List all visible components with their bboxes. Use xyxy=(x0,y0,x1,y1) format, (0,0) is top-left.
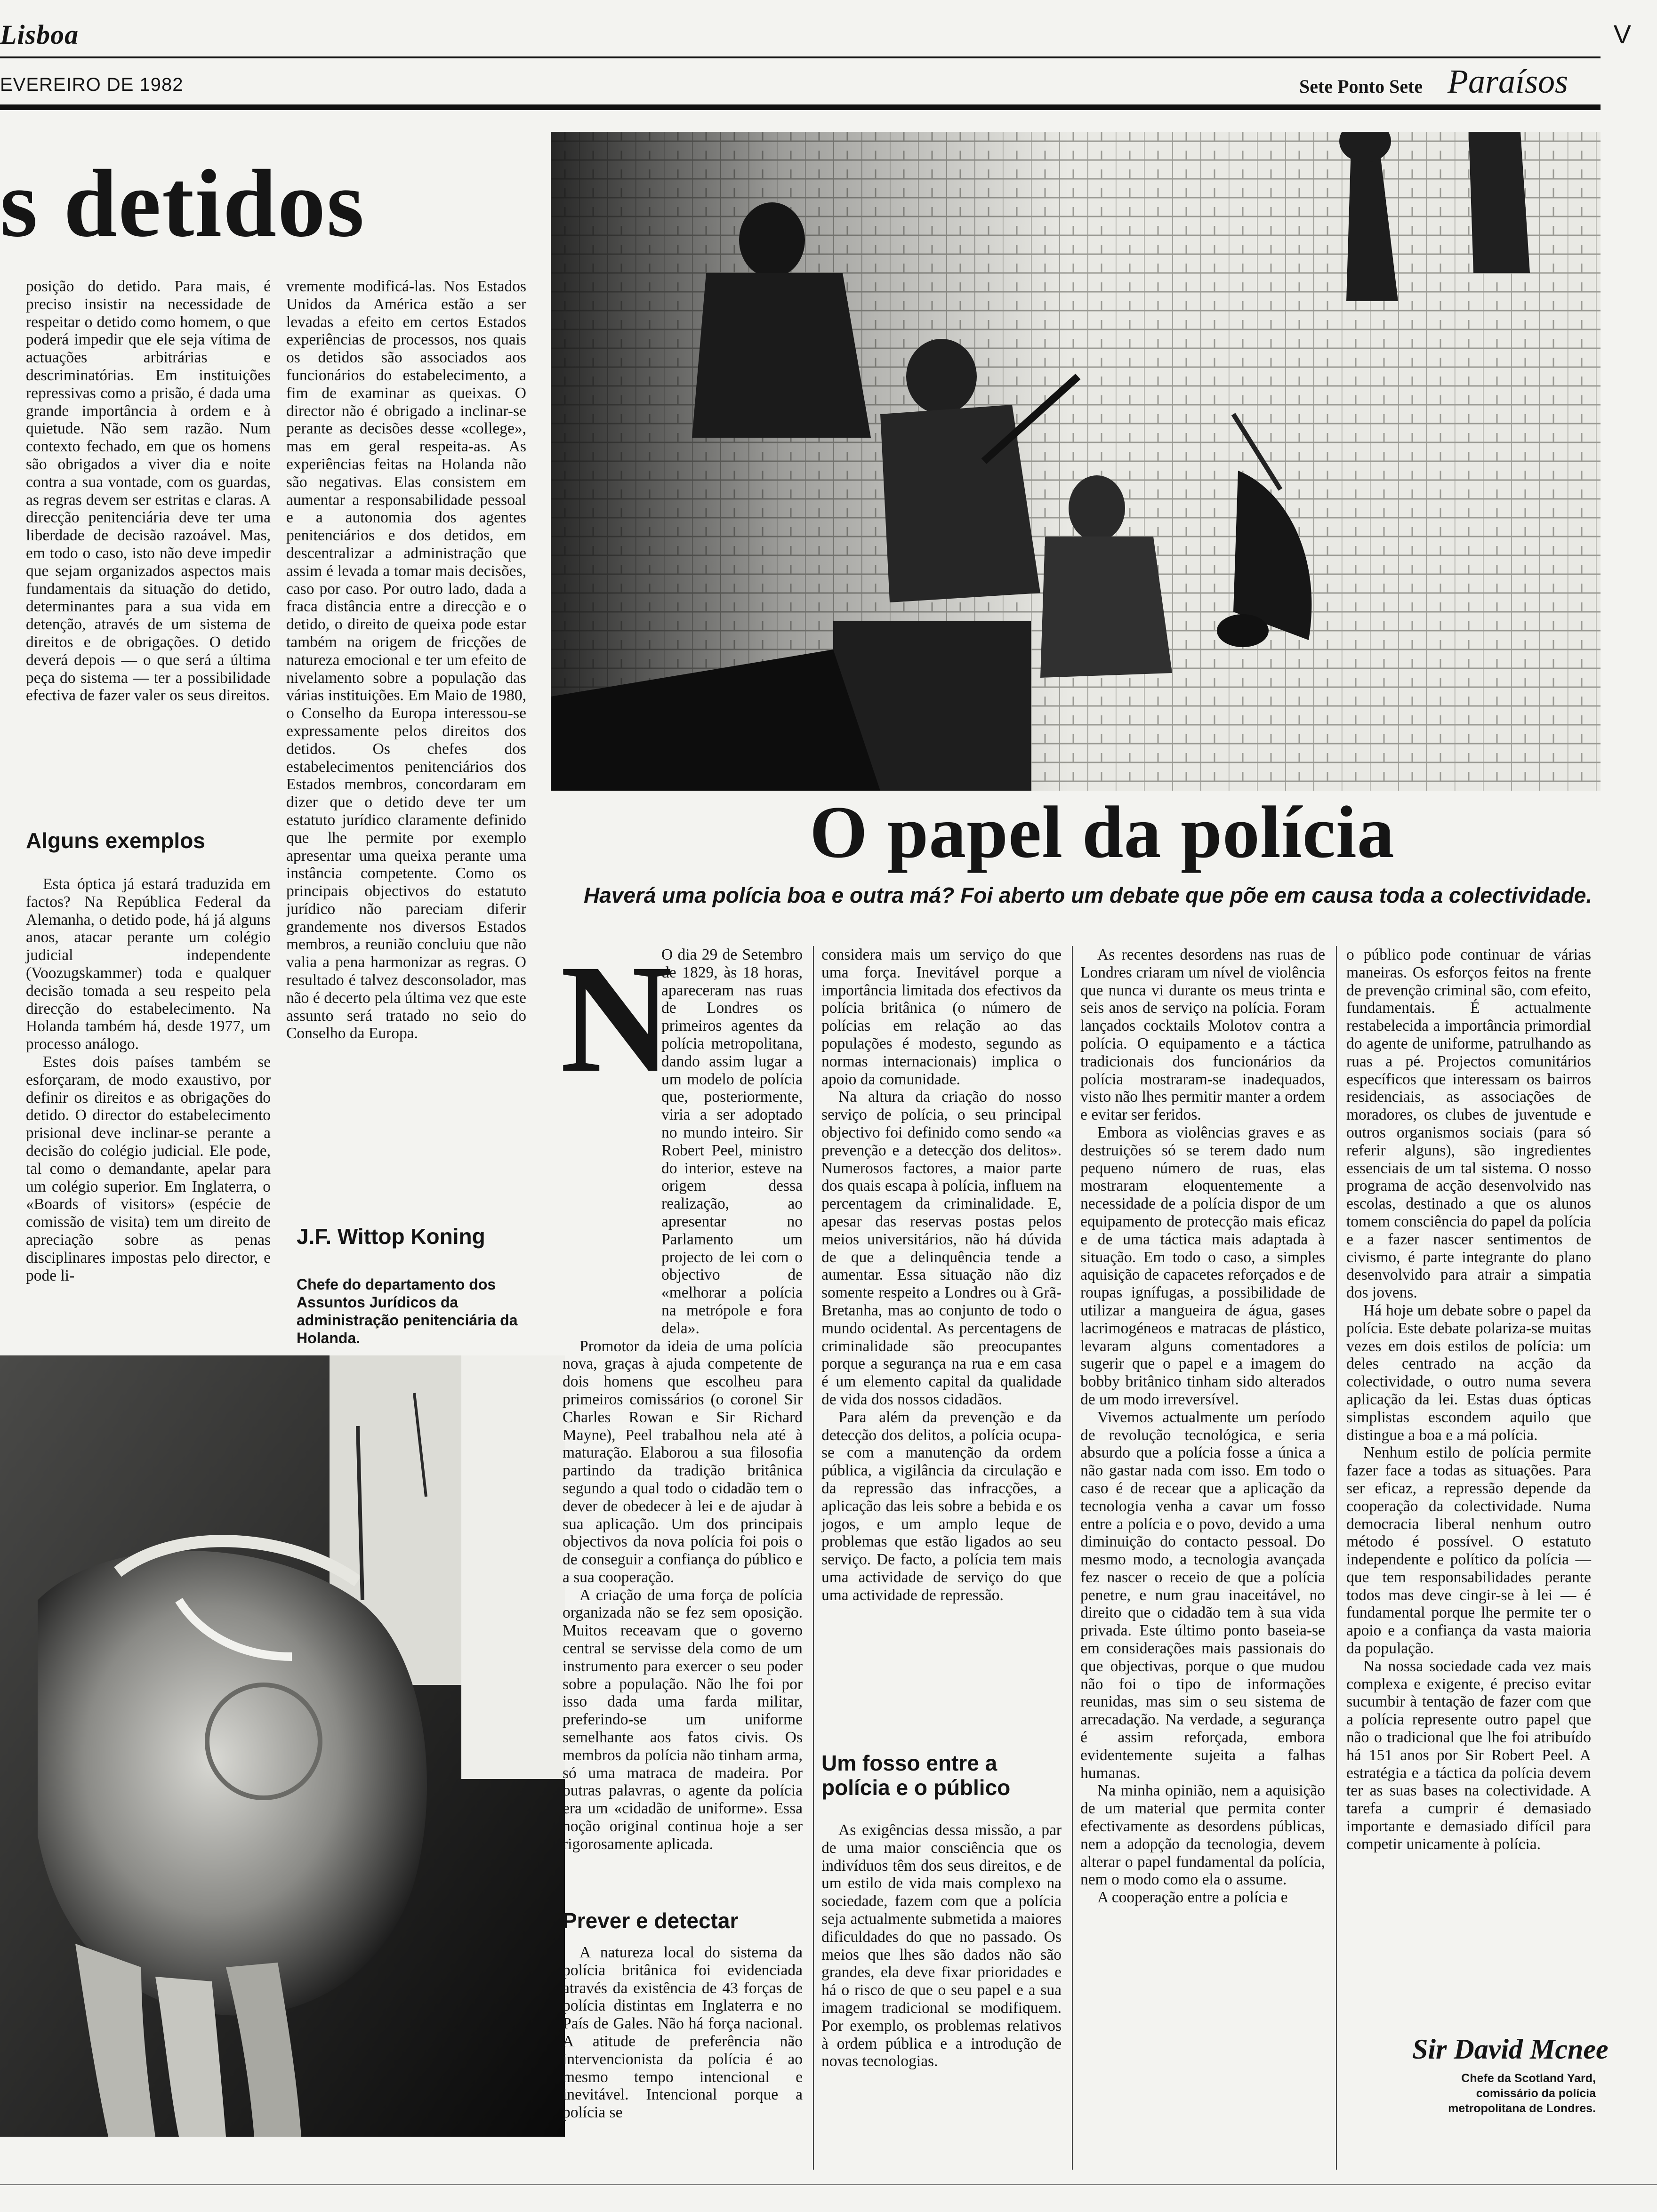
left-article-column-1 xyxy=(26,278,271,705)
photo-police-riot xyxy=(551,132,1601,791)
paragraph: Promotor da ideia de uma polícia nova, graças à ajuda competente de dois homens que escolheu para primeiros comissários (o coronel Sir Charles Rowan e Sir Richard Mayne), Peel trabalhou nela até à maturação. Elaborou a sua filosofia partindo da tradição britânica segundo a qual todo o cidadão tem o dever de obedecer à lei e de ajudar à sua aplicação. Um dos principais objectivos da nova polícia foi pois o de conseguir a confiança do público e a sua cooperação. xyxy=(563,1337,803,1586)
paragraph: Para além da prevenção e da detecção dos delitos, a polícia ocupa-se com a manutenção da ordem pública, a vigilância da circulação e da repressão das infracções, a aplicação das leis sobre a bebida e os jogos, e um amplo leque de problemas que estão ligados ao seu serviço. De facto, a polícia tem mais uma actividade de serviço do que uma actividade de repressão. xyxy=(821,1408,1062,1604)
paragraph: posição do detido. Para mais, é preciso insistir na necessidade de respeitar o detido como homem, o que poderá impedir que ele seja vítima de actuações arbitrárias e descriminatórias. Em instituições repressivas como a prisão, é dada uma grande importância à ordem e à quietude. Não sem razão. Num contexto fechado, em que os homens são obrigados a viver dia e noite contra a sua vontade, com os guardas, as regras devem ser estritas e claras. A direcção penitenciária deve ter uma liberdade de decisão razoável. Mas, em todo o caso, isto não deve impedir que sejam organizados aspectos mais fundamentais da situação do detido, determinantes para a sua vida em detenção, através de um sistema de direitos e de obrigações. O detido deverá depois — o que será a última peça do sistema — ter a possibilidade efectiva de fazer valer os seus direitos. xyxy=(26,278,271,705)
main-article-subhead-1: Prever e detectar xyxy=(563,1908,739,1933)
left-article-column-2 xyxy=(286,278,526,1042)
left-article-column-1b xyxy=(26,875,271,1284)
drop-cap: N xyxy=(560,933,673,1105)
paragraph: Há hoje um debate sobre o papel da polícia. Este debate polariza-se muitas vezes em dois estilos de polícia: um deles centrado na acção da colectividade, o outro numa severa aplicação da lei. Estas duas ópticas simplistas escondem aquilo que distingue a boa e a má polícia. xyxy=(1346,1301,1591,1444)
photo-handcuffed-hand xyxy=(0,1355,565,2137)
paragraph: As recentes desordens nas ruas de Londres criaram um nível de violência que nunca vi durante os meus trinta e seis anos de serviço na polícia. Foram lançados cocktails Molotov contra a polícia. O equipamento e a táctica tradicionais dos funcionários da polícia mostraram-se inadequados, visto não lhes permitir manter a ordem e evitar ser feridos. xyxy=(1080,946,1325,1124)
left-article-headline: s detidos xyxy=(0,150,365,257)
section-tag: Paraísos xyxy=(1448,63,1569,100)
paragraph: Na altura da criação do nosso serviço de polícia, o seu principal objectivo foi definido como sendo «a prevenção e a detecção dos delitos». Numerosos factores, a maior parte dos quais escapa à polícia, influem na percentagem da criminalidade. E, apesar das reservas postas pelos meios universitários, não há dúvida de que a delinquência tende a aumentar. Essa situação não diz somente respeito a Londres ou à Grã-Bretanha, mas ao conjunto de todo o mundo ocidental. As percentagens de criminalidade são preocupantes porque a segurança na rua e em casa é um elemento capital da qualidade de vida dos nossos cidadãos. xyxy=(821,1088,1062,1408)
paragraph: A cooperação entre a polícia e xyxy=(1097,1889,1288,1907)
main-article-column-4 xyxy=(1346,946,1591,1853)
dateline: EVEREIRO DE 1982 xyxy=(0,74,184,95)
page-number: V xyxy=(1613,19,1631,49)
paragraph: Nenhum estilo de polícia permite fazer face a todas as situações. Para ser eficaz, a repressão depende da cooperação da colectividade. Numa democracia liberal nenhum outro método é possível. O estatuto independente e político da polícia — que tem responsabilidades perante todos mas deve cingir-se à lei — é fundamental porque lhe permite ter o apoio e a confiança da vasta maioria da população. xyxy=(1346,1444,1591,1658)
paragraph: Vivemos actualmente um período de revolução tecnológica, e seria absurdo que a polícia fosse a única a não gastar nada com isso. Em todo o caso é de recear que a aplicação da tecnologia venha a cavar um fosso entre a polícia e o povo, devido a uma diminuição do contacto pessoal. Do mesmo modo, a tecnologia avançada fez nascer o receio de que a polícia penetre, e num grau inaceitável, no direito que o cidadão tem à sua vida privada. Este último ponto baseia-se em considerações mais passionais do que objectivas, porque o que mudou não foi o tipo de informações reunidas, mas sim o seu sistema de arrecadação. Na verdade, a segurança é assim reforçada, embora evidentemente sujeita a falhas humanas. xyxy=(1080,1408,1325,1782)
paragraph: Esta óptica já estará traduzida em factos? Na República Federal da Alemanha, o detido pode, há já alguns anos, atacar perante um colégio judicial independente (Voozugskammer) toda e qualquer decisão tomada a seu respeito pela direcção do estabelecimento. Na Holanda também há, desde 1977, um processo análogo. xyxy=(26,875,271,1053)
column-rule xyxy=(813,946,814,2170)
left-article-subhead: Alguns exemplos xyxy=(26,828,205,853)
header-thick-rule xyxy=(0,104,1601,110)
photo-handcuffed-hand-graphic xyxy=(0,1355,565,2137)
paragraph: As exigências dessa missão, a par de uma maior consciência que os indivíduos têm dos seus direitos, e de um estilo de vida mais complexo na sociedade, fazem com que a polícia seja actualmente submetida a maiores dificuldades do que no passado. Os meios que lhes são dados não são grandes, ela deve fixar prioridades e há o risco de que o seu papel e a sua imagem tradicional se modifiquem. Por exemplo, os problemas relativos à ordem pública e a introdução de novas tecnologias. xyxy=(821,1821,1062,2070)
paragraph: Estes dois países também se esforçaram, de modo exaustivo, por definir os direitos e as obrigações do detido. O director do estabelecimento prisional deve inclinar-se perante a decisão do colégio judicial. Ele pode, tal como o demandante, apelar para um colégio superior. Em Inglaterra, o «Boards of visitors» (espécie de comissão de visita) tem um direito de apreciação sobre as penas disciplinares impostas pelo director, e pode li- xyxy=(26,1053,271,1284)
main-article-subhead-2: Um fosso entre a polícia e o público xyxy=(821,1751,1011,1800)
main-article-standfirst: Haverá uma polícia boa e outra má? Foi aberto um debate que põe em causa toda a colectividade. xyxy=(584,883,1593,907)
main-article-column-3 xyxy=(1080,946,1325,1907)
left-article-author-title: Chefe do departamento dos Assuntos Jurídicos da administração penitenciária da Holanda. xyxy=(297,1276,518,1346)
photo-police-riot-graphic xyxy=(551,132,1601,791)
section-name: Sete Ponto Sete xyxy=(1299,76,1423,97)
paragraph: vremente modificá-las. Nos Estados Unidos da América estão a ser levadas a efeito em certos Estados experiências de processos, nos quais os detidos são associados aos funcionários do estabelecimento, a fim de examinar as queixas. O director não é obrigado a inclinar-se perante as decisões desse «college», mas em geral respeita-as. As experiências feitas na Holanda não são negativas. Elas consistem em aumentar a responsabilidade pessoal e a autonomia dos agentes penitenciários e dos detidos, em descentralizar a administração que assim é levada a tomar mais decisões, caso por caso. Por outro lado, dada a fraca distância entre a direcção e o detido, o direito de queixa pode estar também na origem de fricções de natureza emocional e ter um efeito de nivelamento sobre a população das várias instituições. Em Maio de 1980, o Conselho da Europa interessou-se expressamente pelos direitos dos detidos. Os chefes dos estabelecimentos penitenciários dos Estados membros, concordaram em dizer que o detido deve ter um estatuto jurídico claramente definido que lhe permite por exemplo apresentar uma queixa perante uma instância competente. Como os principais objectivos do estatuto jurídico não pareciam diferir grandemente nos diversos Estados membros, a reunião concluiu que não valia a pena harmonizar as regras. O resultado é talvez desconsolador, mas não é decerto pela última vez que este assunto será tratado no seio do Conselho da Europa. xyxy=(286,278,526,1042)
main-article-column-1 xyxy=(563,946,803,1853)
newspaper-masthead: Lisboa xyxy=(0,19,79,50)
paragraph: A natureza local do sistema da polícia britânica foi evidenciada através da existência de 43 forças de polícia distintas em Inglaterra e no País de Gales. Não há força nacional. A atitude de preferência não intervencionista da polícia é ao mesmo tempo intencional e inevitável. Intencional porque a polícia se xyxy=(563,1944,803,2122)
paragraph: Na nossa sociedade cada vez mais complexa e exigente, é preciso evitar sucumbir à tentação de fazer com que a polícia represente outro papel que não o tradicional que lhe foi atribuído há 151 anos por Sir Robert Peel. A estratégia e a táctica da polícia devem ter as suas bases na colectividade. A tarefa a cumprir é demasiado importante e demasiado difícil para competir unicamente à polícia. xyxy=(1346,1657,1591,1853)
main-article-headline: O papel da polícia xyxy=(810,791,1395,874)
paragraph: A criação de uma força de polícia organizada não se fez sem oposição. Muitos receavam que o governo central se servisse dela como de um instrumento para exercer o seu poder sobre a população. Não lhe foi por isso dada uma farda militar, preferindo-se um uniforme semelhante aos fatos civis. Os membros da polícia não tinham arma, só uma matraca de madeira. Por outras palavras, o agente da polícia era um «cidadão de uniforme». Essa noção original continua hoje a ser rigorosamente aplicada. xyxy=(563,1586,803,1853)
paragraph: considera mais um serviço do que uma força. Inevitável porque a importância limitada dos efectivos da polícia britânica (o número de polícias em relação ao das populações é modesto, segundo as normas internacionais) implica o apoio da comunidade. xyxy=(821,946,1062,1088)
paragraph: O dia 29 de Setembro de 1829, às 18 horas, apareceram nas ruas de Londres os primeiros agentes da polícia metropolitana, dando assim lugar a um modelo de polícia que, posteriormente, viria a ser adoptado no mundo inteiro. Sir Robert Peel, ministro do interior, esteve na origem dessa realização, ao apresentar no Parlamento um projecto de lei com o objectivo de «melhorar a polícia na metrópole e fora dela». xyxy=(661,946,803,1337)
main-article-column-2 xyxy=(821,946,1062,1604)
main-article-column-1b xyxy=(563,1944,803,2122)
paragraph: Na minha opinião, nem a aquisição de um material que permita conter efectivamente as desordens públicas, nem a adopção da tecnologia, devem alterar o papel fundamental da polícia, nem o modo como ela o assume. xyxy=(1080,1782,1325,1889)
main-article-column-2b xyxy=(821,1821,1062,2070)
left-article-author: J.F. Wittop Koning xyxy=(297,1224,485,1249)
paragraph: o público pode continuar de várias maneiras. Os esforços feitos na frente de prevenção criminal são, com efeito, fundamentais. É actualmente restabelecida a importância primordial do agente de uniforme, patrulhando as ruas a pé. Projectos comunitários específicos que interessam os bairros residenciais, as associações de moradores, os clubes de juventude e outros organismos sociais (para só referir alguns), são ingredientes essenciais de um tal sistema. O nosso programa de acção desenvolvido nas escolas, destinado a que os alunos tomem consciência do papel da polícia e a fazer nascer sentimentos de civismo, é parte integrante do plano desenvolvido para atrair a simpatia dos jovens. xyxy=(1346,946,1591,1302)
paragraph: Embora as violências graves e as destruições só se terem dado num pequeno número de ruas, elas mostraram eloquentemente a necessidade de a polícia dispor de um equipamento de protecção mais eficaz e de uma táctica mais adaptada à situação. Em todo o caso, a simples aquisição de capacetes reforçados e de roupas ignífugas, a possibilidade de utilizar a mangueira de água, gases lacrimogéneos e matracas de plástico, levaram alguns comentadores a sugerir que o papel e a imagem do bobby britânico tinham sido alterados de um modo irreversível. xyxy=(1080,1123,1325,1408)
column-rule xyxy=(1336,946,1337,2170)
masthead-rule xyxy=(0,56,1601,58)
main-article-author-title: Chefe da Scotland Yard, comissário da polícia metropolitana de Londres. xyxy=(1448,2072,1596,2115)
bottom-rule xyxy=(0,2184,1657,2185)
column-rule xyxy=(1072,946,1073,2170)
main-article-author: Sir David Mcnee xyxy=(1412,2034,1609,2065)
